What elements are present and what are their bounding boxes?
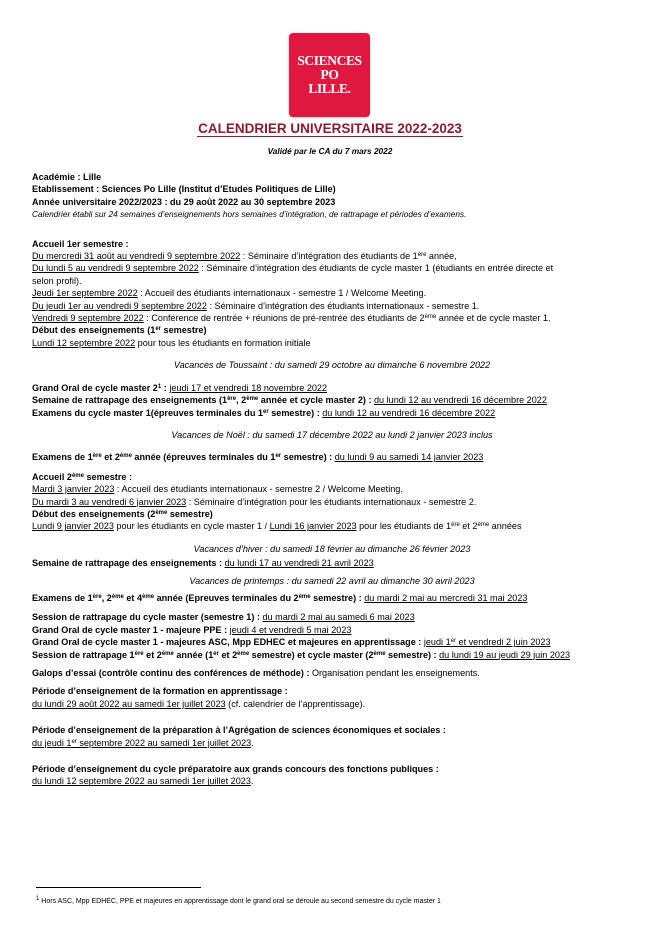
debut-s1-line: Lundi 12 septembre 2022 pour tous les étudiants en formation initiale <box>32 337 311 348</box>
grand-oral-asc: Grand Oral de cycle master 1 - majeures ASC, Mpp EDHEC et majeures en apprentissage : jeudi 1er et vendredi 2 juin 2023 <box>32 637 551 648</box>
vacances-toussaint: Vacances de Toussaint : du samedi 29 octobre au dimanche 6 novembre 2022 <box>173 360 491 371</box>
accueil-s1-row: Vendredi 9 septembre 2022 : Conférence de rentrée + réunions de pré-rentrée des étudiants de 2ème année et de cycle master 1. <box>32 313 551 324</box>
academie-line: Académie : Lille <box>32 172 102 182</box>
page-title: CALENDRIER UNIVERSITAIRE 2022-2023 <box>198 121 462 136</box>
examens-m1: Examens du cycle master 1(épreuves terminales du 1er semestre) : du lundi 12 au vendredi 16 décembre 2022 <box>32 407 496 418</box>
debut-s1-heading: Début des enseignements (1er semestre) <box>32 325 207 336</box>
accueil-s1-heading: Accueil 1er semestre : <box>32 238 129 249</box>
grand-oral-ppe: Grand Oral de cycle master 1 - majeure PPE : jeudi 4 et vendredi 5 mai 2023 <box>32 624 352 635</box>
session-rattrapage-m-s1: Session de rattrapage du cycle master (semestre 1) : du mardi 2 mai au samedi 6 mai 2023 <box>32 612 415 623</box>
etablissement-line: Etablissement : Sciences Po Lille (Institut d’Etudes Politiques de Lille) <box>32 184 336 195</box>
sciences-po-lille-logo <box>289 33 370 117</box>
session-rattrapage-final: Session de rattrapage 1ère et 2ème année (1er et 2ème semestre) et cycle master (2ème semestre) : du lundi 19 au jeudi 29 juin 2023 <box>32 649 571 660</box>
accueil-s2-row: Mardi 3 janvier 2023 : Accueil des étudiants internationaux - semestre 2 / Welcome Meeting. <box>32 484 403 495</box>
calendar-content <box>32 171 632 788</box>
logo-line-1: SCIENCES <box>297 53 362 68</box>
page-subtitle: Validé par le CA du 7 mars 2022 <box>267 146 393 156</box>
logo-line-2: PO <box>320 67 339 82</box>
calendar-note: Calendrier établi sur 24 semaines d’enseignements hors semaines d’intégration, de rattrapage et périodes d’examens. <box>32 209 467 220</box>
apprentissage-dates: du lundi 29 août 2022 au samedi 1er juillet 2023 (cf. calendrier de l’apprentissage). <box>32 698 366 709</box>
annee-line: Année universitaire 2022/2023 : du 29 août 2022 au 30 septembre 2023 <box>32 196 336 207</box>
footnote: $^1$ Hors ASC, Mpp EDHEC, PPE et majeures en apprentissage dont le grand oral se déroule au second semestre du cycle master 1 <box>36 896 441 905</box>
concours-heading: Période d’enseignement du cycle préparatoire aux grands concours des fonctions publiques : <box>32 764 439 775</box>
accueil-s1-row: Du lundi 5 au vendredi 9 septembre 2022 : Séminaire d’intégration des étudiants de cycle master 1 (étudiants en entrée directe et <box>32 263 554 274</box>
concours-dates: du lundi 12 septembre 2022 au samedi 1er juillet 2023. <box>32 776 254 787</box>
accueil-s1-row-cont: selon profil). <box>32 275 82 286</box>
agregation-heading: Période d’enseignement de la préparation à l’Agrégation de sciences économiques et sociales : <box>32 725 446 736</box>
grand-oral-m2: Grand Oral de cycle master $2^1$ : jeudi 17 et vendredi 18 novembre 2022 <box>32 382 328 393</box>
rattrapage-s2: Semaine de rattrapage des enseignements : du lundi 17 au vendredi 21 avril 2023 <box>32 558 374 569</box>
accueil-s1-row: Jeudi 1er septembre 2022 : Accueil des étudiants internationaux - semestre 1 / Welcome Meeting. <box>32 288 427 299</box>
accueil-s1-row: Du mercredi 31 août au vendredi 9 septembre 2022 : Séminaire d’intégration des étudiants de 1ère année, <box>32 251 457 262</box>
footnote-separator <box>36 887 201 888</box>
examens-s2: Examens de 1ère, 2ème et 4ème année (Epreuves terminales du 2ème semestre) : du mardi 2 mai au mercredi 31 mai 2023 <box>32 592 528 603</box>
vacances-hiver: Vacances d’hiver : du samedi 18 février au dimanche 26 février 2023 <box>193 543 471 554</box>
accueil-s1-row: Du jeudi 1er au vendredi 9 septembre 2022 : Séminaire d’intégration des étudiants internationaux - semestre 1. <box>32 300 480 311</box>
logo-line-3: LILLE. <box>308 81 351 96</box>
accueil-s2-heading: Accueil 2ème semestre : <box>32 471 132 482</box>
accueil-s2-row: Du mardi 3 au vendredi 6 janvier 2023 : Séminaire d’intégration pour les étudiants internationaux - semestre 2. <box>32 496 477 507</box>
vacances-printemps: Vacances de printemps : du samedi 22 avril au dimanche 30 avril 2023 <box>189 575 475 586</box>
agregation-dates: du jeudi 1er septembre 2022 au samedi 1er juillet 2023. <box>32 737 254 748</box>
galops-essai: Galops d’essai (contrôle continu des conférences de méthode) : Organisation pendant les enseignements. <box>32 668 480 678</box>
debut-s2-heading: Début des enseignements (2ème semestre) <box>32 508 213 519</box>
rattrapage-s1: Semaine de rattrapage des enseignements (1ère, 2ème année et cycle master 2) : du lundi 12 au vendredi 16 décembre 2022 <box>32 395 547 406</box>
examens-licence-s1: Examens de 1ère et 2ème année (épreuves terminales du 1er semestre) : du lundi 9 au samedi 14 janvier 2023 <box>32 452 484 463</box>
debut-s2-line: Lundi 9 janvier 2023 pour les étudiants en cycle master 1 / Lundi 16 janvier 2023 pour les étudiants de 1ère et 2ème années <box>32 521 522 532</box>
vacances-noel: Vacances de Noël : du samedi 17 décembre 2022 au lundi 2 janvier 2023 inclus <box>171 429 493 440</box>
apprentissage-heading: Période d’enseignement de la formation en apprentissage : <box>32 686 288 697</box>
